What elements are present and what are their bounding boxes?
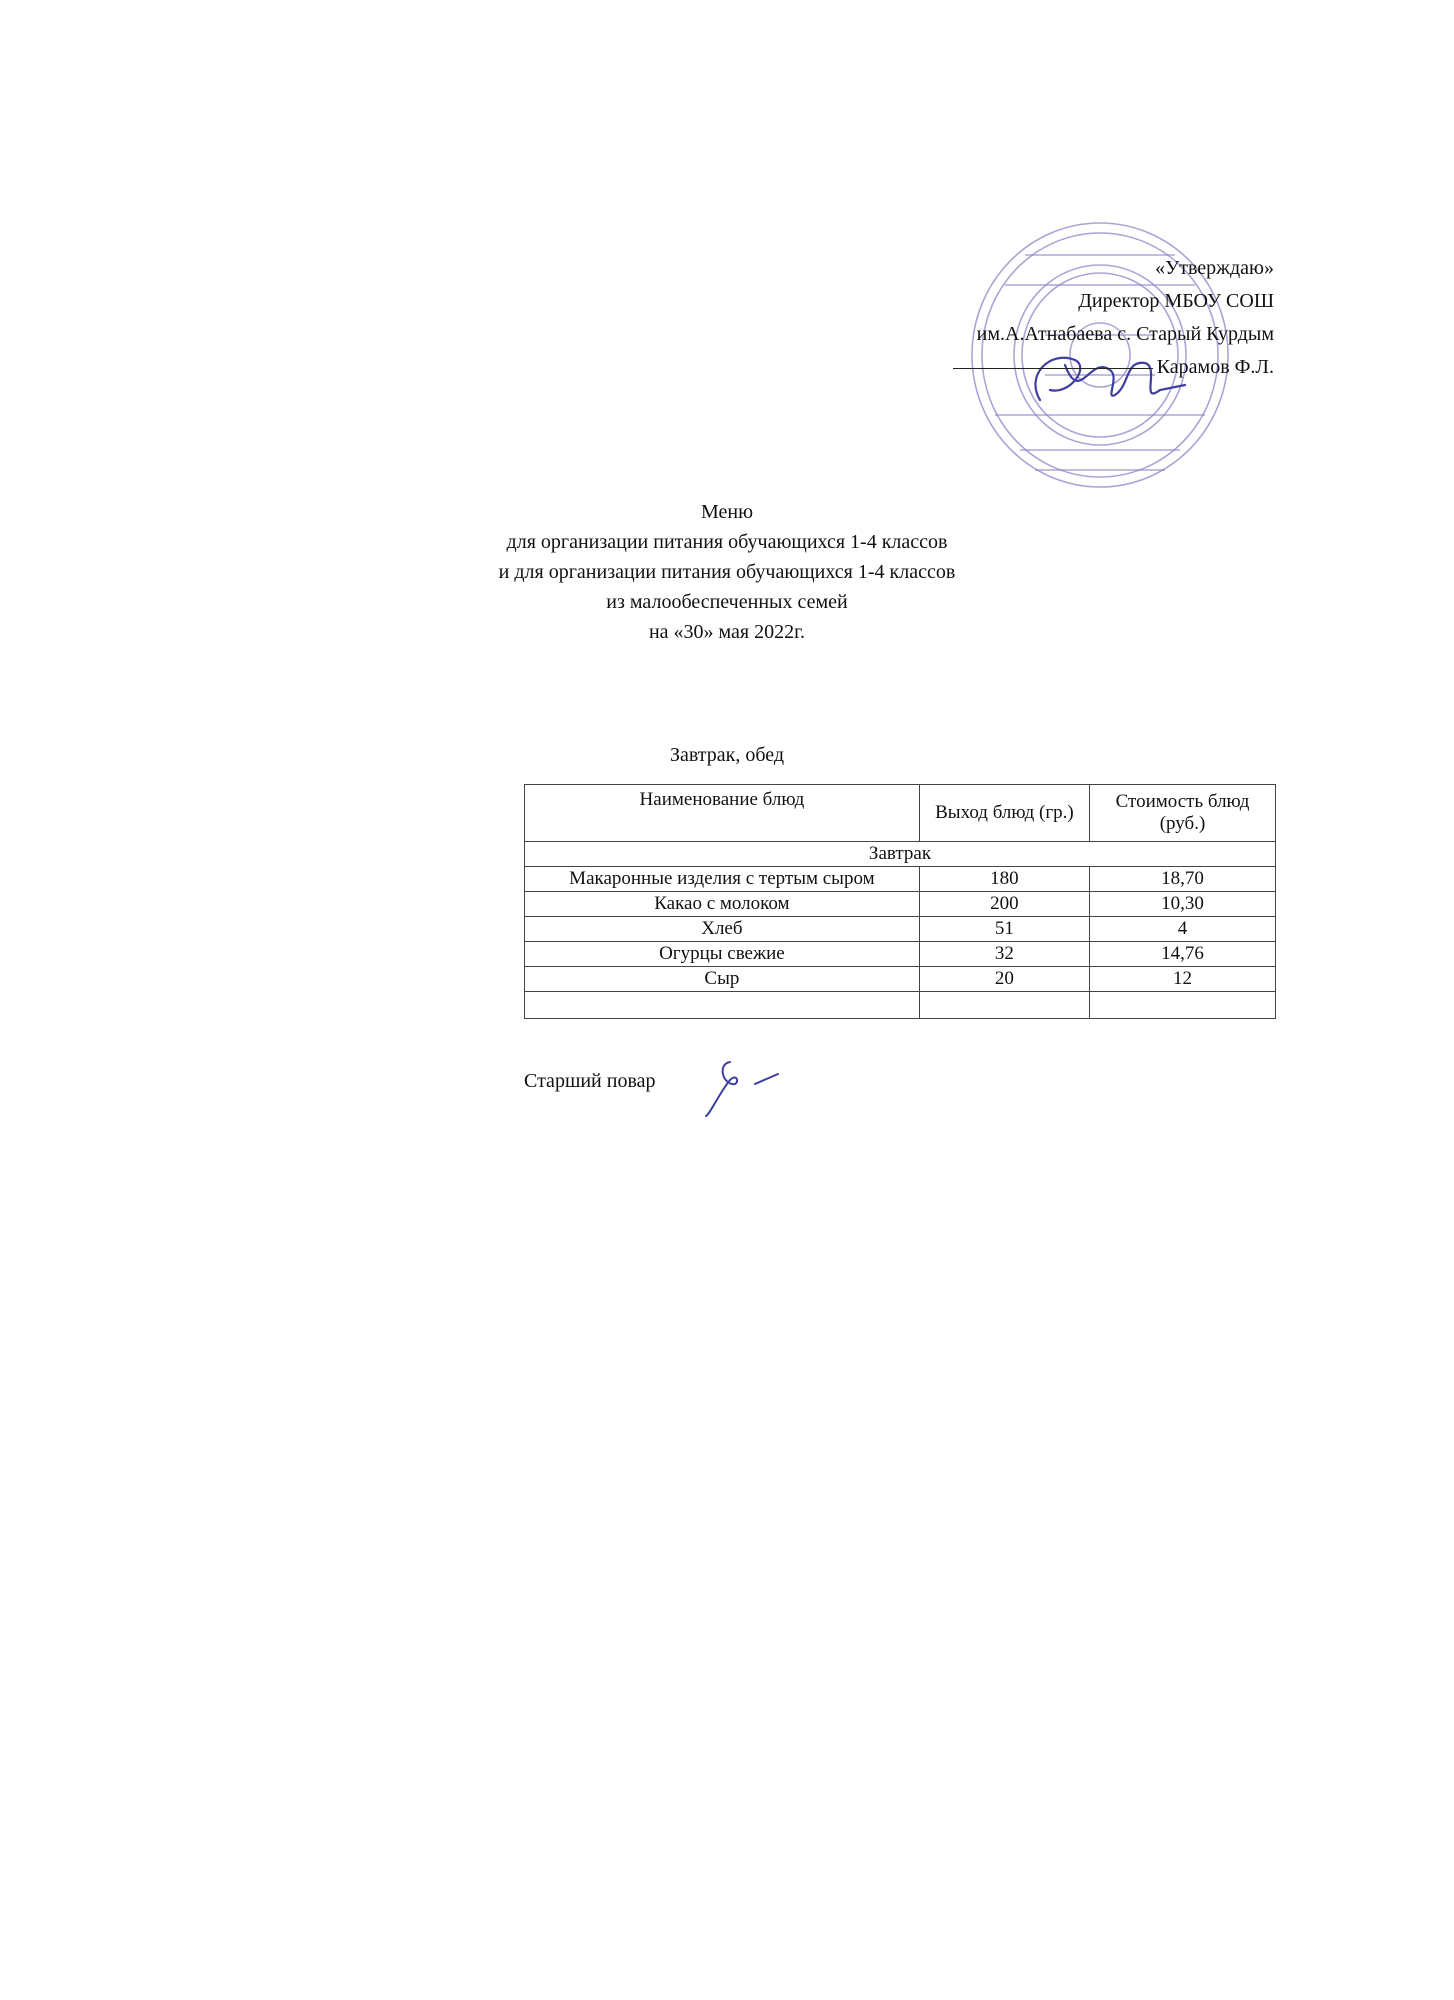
dish-weight: 200 xyxy=(919,892,1089,917)
table-row xyxy=(525,917,1276,942)
table-row xyxy=(525,867,1276,892)
empty-cell xyxy=(525,992,920,1019)
dish-weight: 180 xyxy=(919,867,1089,892)
empty-cell xyxy=(919,992,1089,1019)
approval-school: им.А.Атнабаева с. Старый Курдым xyxy=(976,323,1274,345)
meal-label: Завтрак, обед xyxy=(669,744,785,766)
header-weight: Выход блюд (гр.) xyxy=(919,785,1089,842)
dish-weight: 51 xyxy=(919,917,1089,942)
title-line-2: для организации питания обучающихся 1-4 классов xyxy=(506,531,948,553)
dish-price: 12 xyxy=(1090,967,1276,992)
dish-price: 18,70 xyxy=(1090,867,1276,892)
approval-signer-line xyxy=(953,351,1274,384)
approval-block xyxy=(953,252,1274,384)
document-title xyxy=(0,497,1454,647)
dish-name: Хлеб xyxy=(525,917,920,942)
table-row xyxy=(525,967,1276,992)
approval-heading: «Утверждаю» xyxy=(1155,257,1274,279)
title-line-1: Меню xyxy=(700,501,754,523)
approval-signer: Карамов Ф.Л. xyxy=(1156,356,1274,378)
title-line-5: на «30» мая 2022г. xyxy=(648,621,806,643)
dish-name: Огурцы свежие xyxy=(525,942,920,967)
table-header-row xyxy=(525,785,1276,842)
table-row xyxy=(525,942,1276,967)
dish-price: 4 xyxy=(1090,917,1276,942)
section-row xyxy=(525,842,1276,867)
menu-table xyxy=(524,784,1276,1019)
approval-position: Директор МБОУ СОШ xyxy=(1078,290,1274,312)
dish-price: 14,76 xyxy=(1090,942,1276,967)
section-label: Завтрак xyxy=(525,842,1276,867)
header-price: Стоимость блюд (руб.) xyxy=(1090,785,1276,842)
dish-price: 10,30 xyxy=(1090,892,1276,917)
title-line-3: и для организации питания обучающихся 1-4 классов xyxy=(498,561,956,583)
dish-name: Какао с молоком xyxy=(525,892,920,917)
table-row xyxy=(525,892,1276,917)
header-dish-name: Наименование блюд xyxy=(525,785,920,842)
signature-line xyxy=(953,368,1153,369)
empty-cell xyxy=(1090,992,1276,1019)
chef-label: Старший повар xyxy=(524,1070,656,1092)
dish-name: Сыр xyxy=(525,967,920,992)
empty-row xyxy=(525,992,1276,1019)
chef-signature xyxy=(700,1052,790,1122)
dish-weight: 32 xyxy=(919,942,1089,967)
dish-weight: 20 xyxy=(919,967,1089,992)
title-line-4: из малообеспеченных семей xyxy=(606,591,848,613)
dish-name: Макаронные изделия с тертым сыром xyxy=(525,867,920,892)
